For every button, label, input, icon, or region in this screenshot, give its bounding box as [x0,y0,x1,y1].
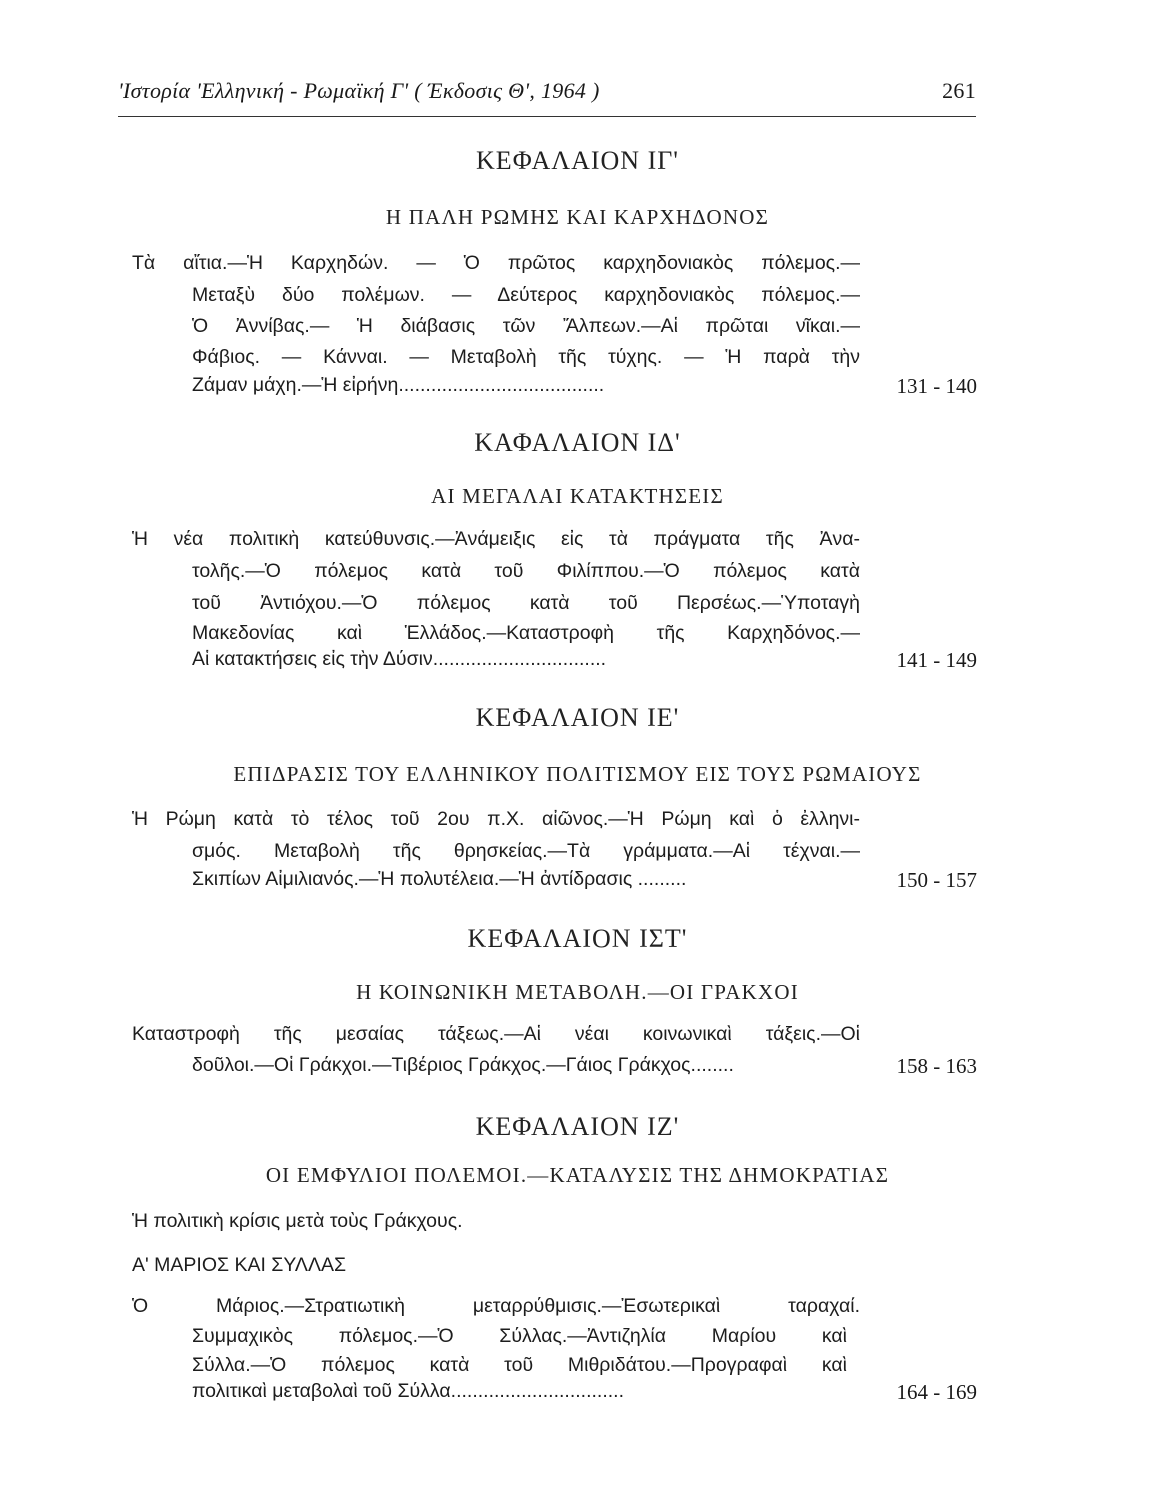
chapter-13-line: Ὁ Ἀννίβας.— Ἡ διάβασις τῶν Ἄλπεων.—Αἱ πρῶται νῖκαι.— [192,315,860,337]
chapter-15-line: Ἡ Ρώμη κατὰ τὸ τέλος τοῦ 2ου π.Χ. αἰῶνος.—Ἡ Ρώμη καὶ ὁ ἐλληνι- [132,808,860,830]
chapter-14-title: ΚΑΦΑΛΑΙΟΝ ΙΔ' [474,428,681,457]
chapter-17-line: πολιτικαὶ μεταβολαὶ τοῦ Σύλλα................................ [192,1380,625,1402]
chapter-14-line: Μακεδονίας καὶ Ἑλλάδος.—Καταστροφὴ τῆς Καρχηδόνος.— [192,622,860,644]
chapter-17-intro: Ἡ πολιτικὴ κρίσις μετὰ τοὺς Γράκχους. [132,1210,463,1232]
chapter-16-line: Καταστροφὴ τῆς μεσαίας τάξεως.—Αἱ νέαι κοινωνικαὶ τάξεις.—Οἱ [132,1023,860,1045]
chapter-14-line: τοῦ Ἀντιόχου.—Ὁ πόλεμος κατὰ τοῦ Περσέως.—Ὑποταγὴ [192,592,860,614]
chapter-15-title: ΚΕΦΑΛΑΙΟΝ ΙΕ' [475,703,680,732]
chapter-14-line: Αἱ κατακτήσεις εἰς τὴν Δύσιν................................ [192,648,607,670]
chapter-15-line: σμός. Μεταβολὴ τῆς θρησκείας.—Τὰ γράμματα.—Αἱ τέχναι.— [192,840,860,862]
chapter-15-subtitle: ΕΠΙΔΡΑΣΙΣ ΤΟΥ ΕΛΛΗΝΙΚΟΥ ΠΟΛΙΤΙΣΜΟΥ ΕΙΣ ΤΟΥΣ ΡΩΜΑΙΟΥΣ [233,762,922,786]
chapter-16-line: δοῦλοι.—Οἱ Γράκχοι.—Τιβέριος Γράκχος.—Γάιος Γράκχος........ [192,1054,734,1076]
chapter-15-line: Σκιπίων Αἰμιλιανός.—Ἡ πολυτέλεια.—Ἡ ἀντίδρασις ......... [192,868,687,890]
header-rule [118,116,976,117]
running-head [118,78,976,104]
chapter-17-line: Ὁ Μάριος.—Στρατιωτικὴ μεταρρύθμισις.—Ἐσωτερικαὶ ταραχαί. [132,1295,860,1317]
chapter-13-line: Ζάμαν μάχη.—Ἡ εἰρήνη...................................... [192,374,605,396]
chapter-16-title: ΚΕΦΑΛΑΙΟΝ ΙΣΤ' [467,924,688,953]
chapter-16-pages: 158 - 163 [896,1054,977,1078]
chapter-17-line: Συμμαχικὸς πόλεμος.—Ὁ Σύλλας.—Ἀντιζηλία Μαρίου καὶ [192,1325,847,1347]
chapter-14-line: Ἡ νέα πολιτικὴ κατεύθυνσις.—Ἀνάμειξις εἰς τὰ πράγματα τῆς Ἀνα- [132,528,860,550]
chapter-13-subtitle: Η ΠΑΛΗ ΡΩΜΗΣ ΚΑΙ ΚΑΡΧΗΔΟΝΟΣ [385,205,770,229]
chapter-13-line: Τὰ αἴτια.—Ἡ Καρχηδών. — Ὁ πρῶτος καρχηδονιακὸς πόλεμος.— [132,252,860,274]
chapter-14-pages: 141 - 149 [896,648,977,672]
chapter-13-pages: 131 - 140 [896,374,977,398]
section-heading: Α' ΜΑΡΙΟΣ ΚΑΙ ΣΥΛΛΑΣ [132,1254,347,1276]
chapter-16-subtitle: Η ΚΟΙΝΩΝΙΚΗ ΜΕΤΑΒΟΛΗ.—ΟΙ ΓΡΑΚΧΟΙ [356,980,799,1004]
chapter-17-line: Σύλλα.—Ὁ πόλεμος κατὰ τοῦ Μιθριδάτου.—Προγραφαὶ καὶ [192,1354,847,1376]
chapter-13-line: Φάβιος. — Κάνναι. — Μεταβολὴ τῆς τύχης. — Ἡ παρὰ τὴν [192,346,860,368]
page-number: 261 [942,78,976,103]
chapter-14-line: τολῆς.—Ὁ πόλεμος κατὰ τοῦ Φιλίππου.—Ὁ πόλεμος κατὰ [192,560,860,582]
chapter-13-line: Μεταξὺ δύο πολέμων. — Δεύτερος καρχηδονιακὸς πόλεμος.— [192,284,860,306]
chapter-17-pages: 164 - 169 [896,1380,977,1404]
chapter-15-pages: 150 - 157 [896,868,977,892]
chapter-17-title: ΚΕΦΑΛΑΙΟΝ ΙΖ' [475,1112,680,1141]
chapter-13-title: ΚΕΦΑΛΑΙΟΝ ΙΓ' [476,146,679,175]
chapter-14-subtitle: ΑΙ ΜΕΓΑΛΑΙ ΚΑΤΑΚΤΗΣΕΙΣ [431,484,724,508]
running-head-title: 'Ιστορία 'Ελληνική - Ρωμαϊκή Γ' ( Έκδοσις Θ', 1964 ) [118,78,600,103]
chapter-17-subtitle: ΟΙ ΕΜΦΥΛΙΟΙ ΠΟΛΕΜΟΙ.—ΚΑΤΑΛΥΣΙΣ ΤΗΣ ΔΗΜΟΚΡΑΤΙΑΣ [265,1163,890,1187]
